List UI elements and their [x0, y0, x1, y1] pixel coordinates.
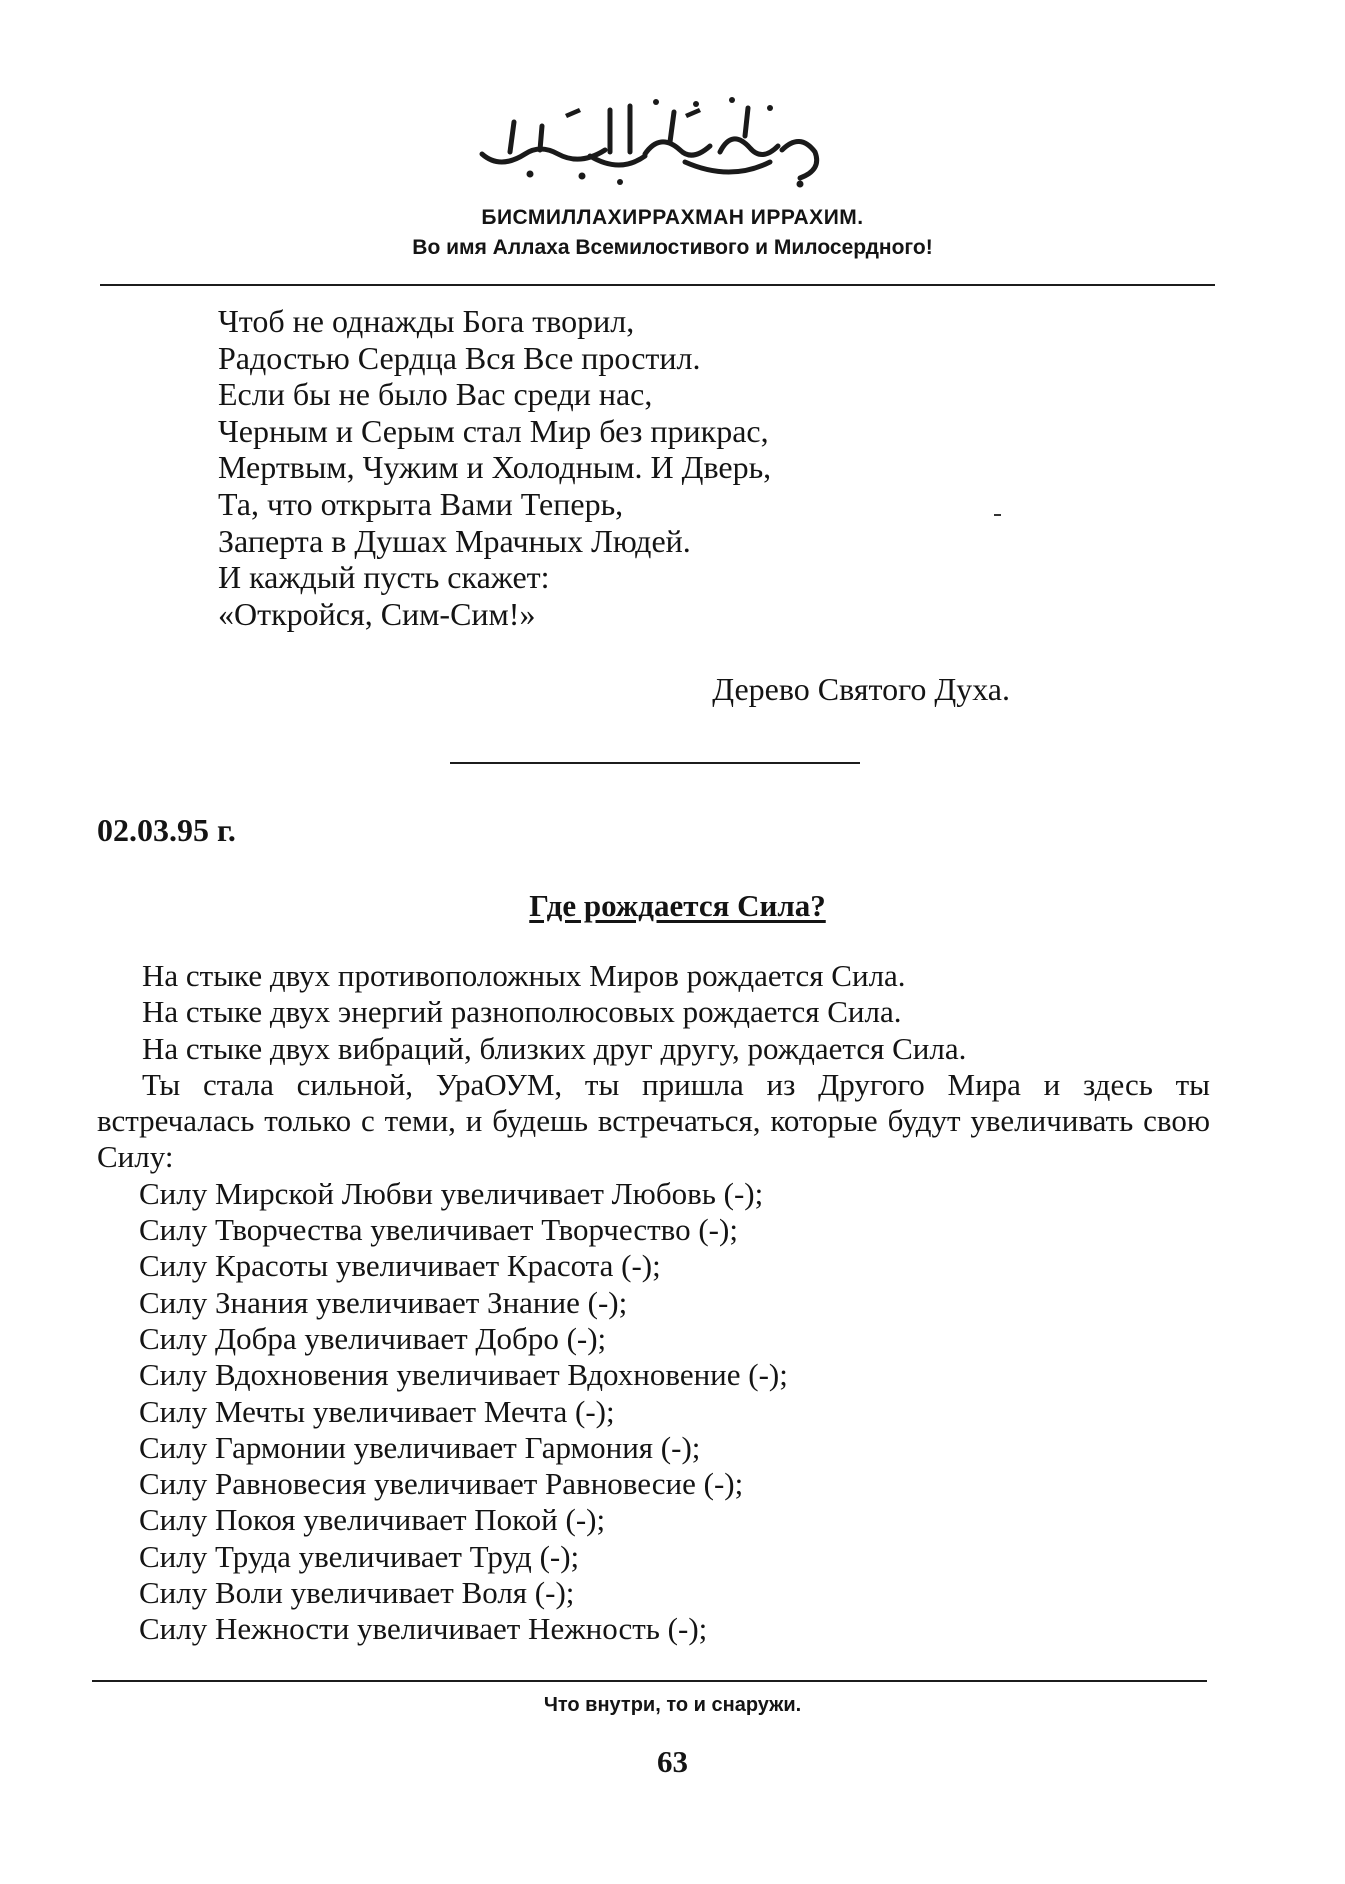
- list-item: Силу Знания увеличивает Знание (-);: [139, 1284, 628, 1320]
- list-item: Силу Творчества увеличивает Творчество (-);: [139, 1212, 738, 1248]
- scan-speck: [994, 514, 1001, 516]
- list-item: Силу Красоты увеличивает Красота (-);: [139, 1248, 661, 1284]
- list-item: Силу Добра увеличивает Добро (-);: [139, 1320, 607, 1356]
- poem-signature: Дерево Святого Духа.: [712, 671, 1010, 707]
- entry-date: 02.03.95 г.: [97, 812, 236, 848]
- section-divider: [450, 762, 860, 764]
- intro-line: На стыке двух вибраций, близких друг другу, рождается Сила.: [142, 1030, 967, 1066]
- footer-motto: Что внутри, то и снаружи.: [543, 1694, 802, 1716]
- list-item: Силу Нежности увеличивает Нежность (-);: [139, 1611, 708, 1647]
- list-item: Силу Воли увеличивает Воля (-);: [139, 1575, 575, 1611]
- intro-line: На стыке двух противоположных Миров рождается Сила.: [142, 958, 906, 993]
- bismillah-calligraphy-icon: [470, 92, 840, 192]
- poem-line: Заперта в Душах Мрачных Людей.: [218, 522, 691, 559]
- poem: [218, 303, 771, 632]
- entry-title: [0, 888, 1345, 924]
- poem-line: «Откройся, Сим-Сим!»: [218, 595, 536, 632]
- list-item: Силу Мечты увеличивает Мечта (-);: [139, 1393, 615, 1429]
- intro-line: На стыке двух энергий разнополюсовых рождается Сила.: [142, 994, 902, 1030]
- top-divider: [100, 284, 1215, 286]
- body-paragraph: Ты стала сильной, УраОУМ, ты пришла из Другого Мира и здесь ты встречалась только с теми, и будешь встречаться, которые будут увеличивать свою Силу:: [97, 1066, 1210, 1175]
- entry-title-text: Где рождается Сила?: [529, 888, 826, 923]
- list-item: Силу Равновесия увеличивает Равновесие (-);: [139, 1466, 744, 1502]
- poem-line: Та, что открыта Вами Теперь,: [218, 485, 624, 522]
- list-item: Силу Труда увеличивает Труд (-);: [139, 1538, 580, 1574]
- footer-divider: [92, 1680, 1207, 1682]
- list-item: Силу Мирской Любви увеличивает Любовь (-);: [139, 1175, 764, 1211]
- list-item: Силу Покоя увеличивает Покой (-);: [139, 1502, 606, 1538]
- list-item: Силу Гармонии увеличивает Гармония (-);: [139, 1429, 701, 1465]
- page-number: 63: [657, 1744, 688, 1779]
- poem-line: Мертвым, Чужим и Холодным. И Дверь,: [218, 449, 772, 486]
- header-subtitle: Во имя Аллаха Всемилостивого и Милосердного!: [412, 236, 933, 259]
- poem-line: Радостью Сердца Вся Все простил.: [218, 339, 701, 376]
- entry-body: [97, 958, 1210, 1648]
- header-title: БИСМИЛЛАХИРРАХМАН ИРРАХИМ.: [481, 206, 864, 229]
- poem-line: И каждый пусть скажет:: [218, 559, 550, 596]
- poem-line: Чтоб не однажды Бога творил,: [218, 303, 635, 339]
- poem-line: Черным и Серым стал Мир без прикрас,: [218, 412, 769, 449]
- poem-line: Если бы не было Вас среди нас,: [218, 376, 653, 413]
- list-item: Силу Вдохновения увеличивает Вдохновение (-);: [139, 1357, 788, 1393]
